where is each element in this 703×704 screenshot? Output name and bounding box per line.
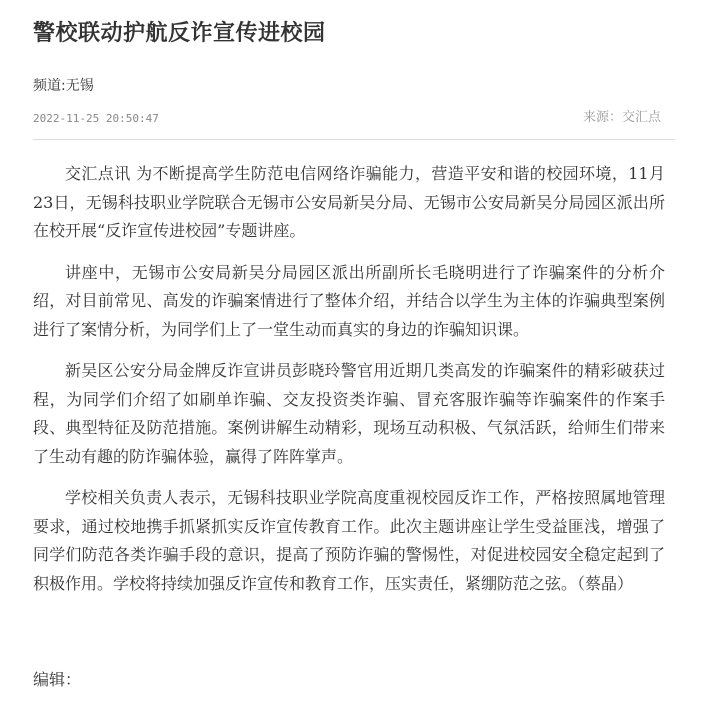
article-paragraph: 新吴区公安分局金牌反诈宣讲员彭晓玲警官用近期几类高发的诈骗案件的精彩破获过程，为同学们介绍了如刷单诈骗、交友投资类诈骗、冒充客服诈骗等诈骗案件的作案手段、典型特征及防范措施。案例讲解生动精彩，现场互动积极、气氛活跃，给师生们带来了生动有趣的防诈骗体验，赢得了阵阵掌声。 — [33, 361, 665, 466]
article-source: 来源：交汇点 — [582, 110, 661, 125]
publish-timestamp: 2022-11-25 20:50:47 — [33, 112, 159, 125]
article-paragraph: 交汇点讯 为不断提高学生防范电信网络诈骗能力，营造平安和谐的校园环境，11月23日，无锡科技职业学院联合无锡市公安局新吴分局、无锡市公安局新吴分局园区派出所在校开展“反诈宣传进校园”专题讲座。 — [33, 164, 665, 240]
article-title: 警校联动护航反诈宣传进校园 — [33, 21, 326, 46]
channel-link[interactable]: 无锡 — [65, 78, 94, 94]
channel-label: 频道: — [33, 78, 66, 94]
channel-line — [33, 76, 94, 96]
article-paragraph: 学校相关负责人表示，无锡科技职业学院高度重视校园反诈工作，严格按照属地管理要求，通过校地携手抓紧抓实反诈宣传教育工作。此次主题讲座让学生受益匪浅，增强了同学们防范各类诈骗手段的意识，提高了预防诈骗的警惕性，对促进校园安全稳定起到了积极作用。学校将持续加强反诈宣传和教育工作，压实责任，紧绷防范之弦。（蔡晶） — [33, 488, 665, 593]
header-divider — [33, 139, 675, 140]
article-body — [33, 160, 665, 611]
editor-label: 编辑： — [33, 670, 82, 689]
article-meta — [33, 108, 661, 130]
article-paragraph: 讲座中，无锡市公安局新吴分局园区派出所副所长毛晓明进行了诈骗案件的分析介绍，对目前常见、高发的诈骗案情进行了整体介绍，并结合以学生为主体的诈骗典型案例进行了案情分析，为同学们上了一堂生动而真实的身边的诈骗知识课。 — [33, 262, 665, 339]
